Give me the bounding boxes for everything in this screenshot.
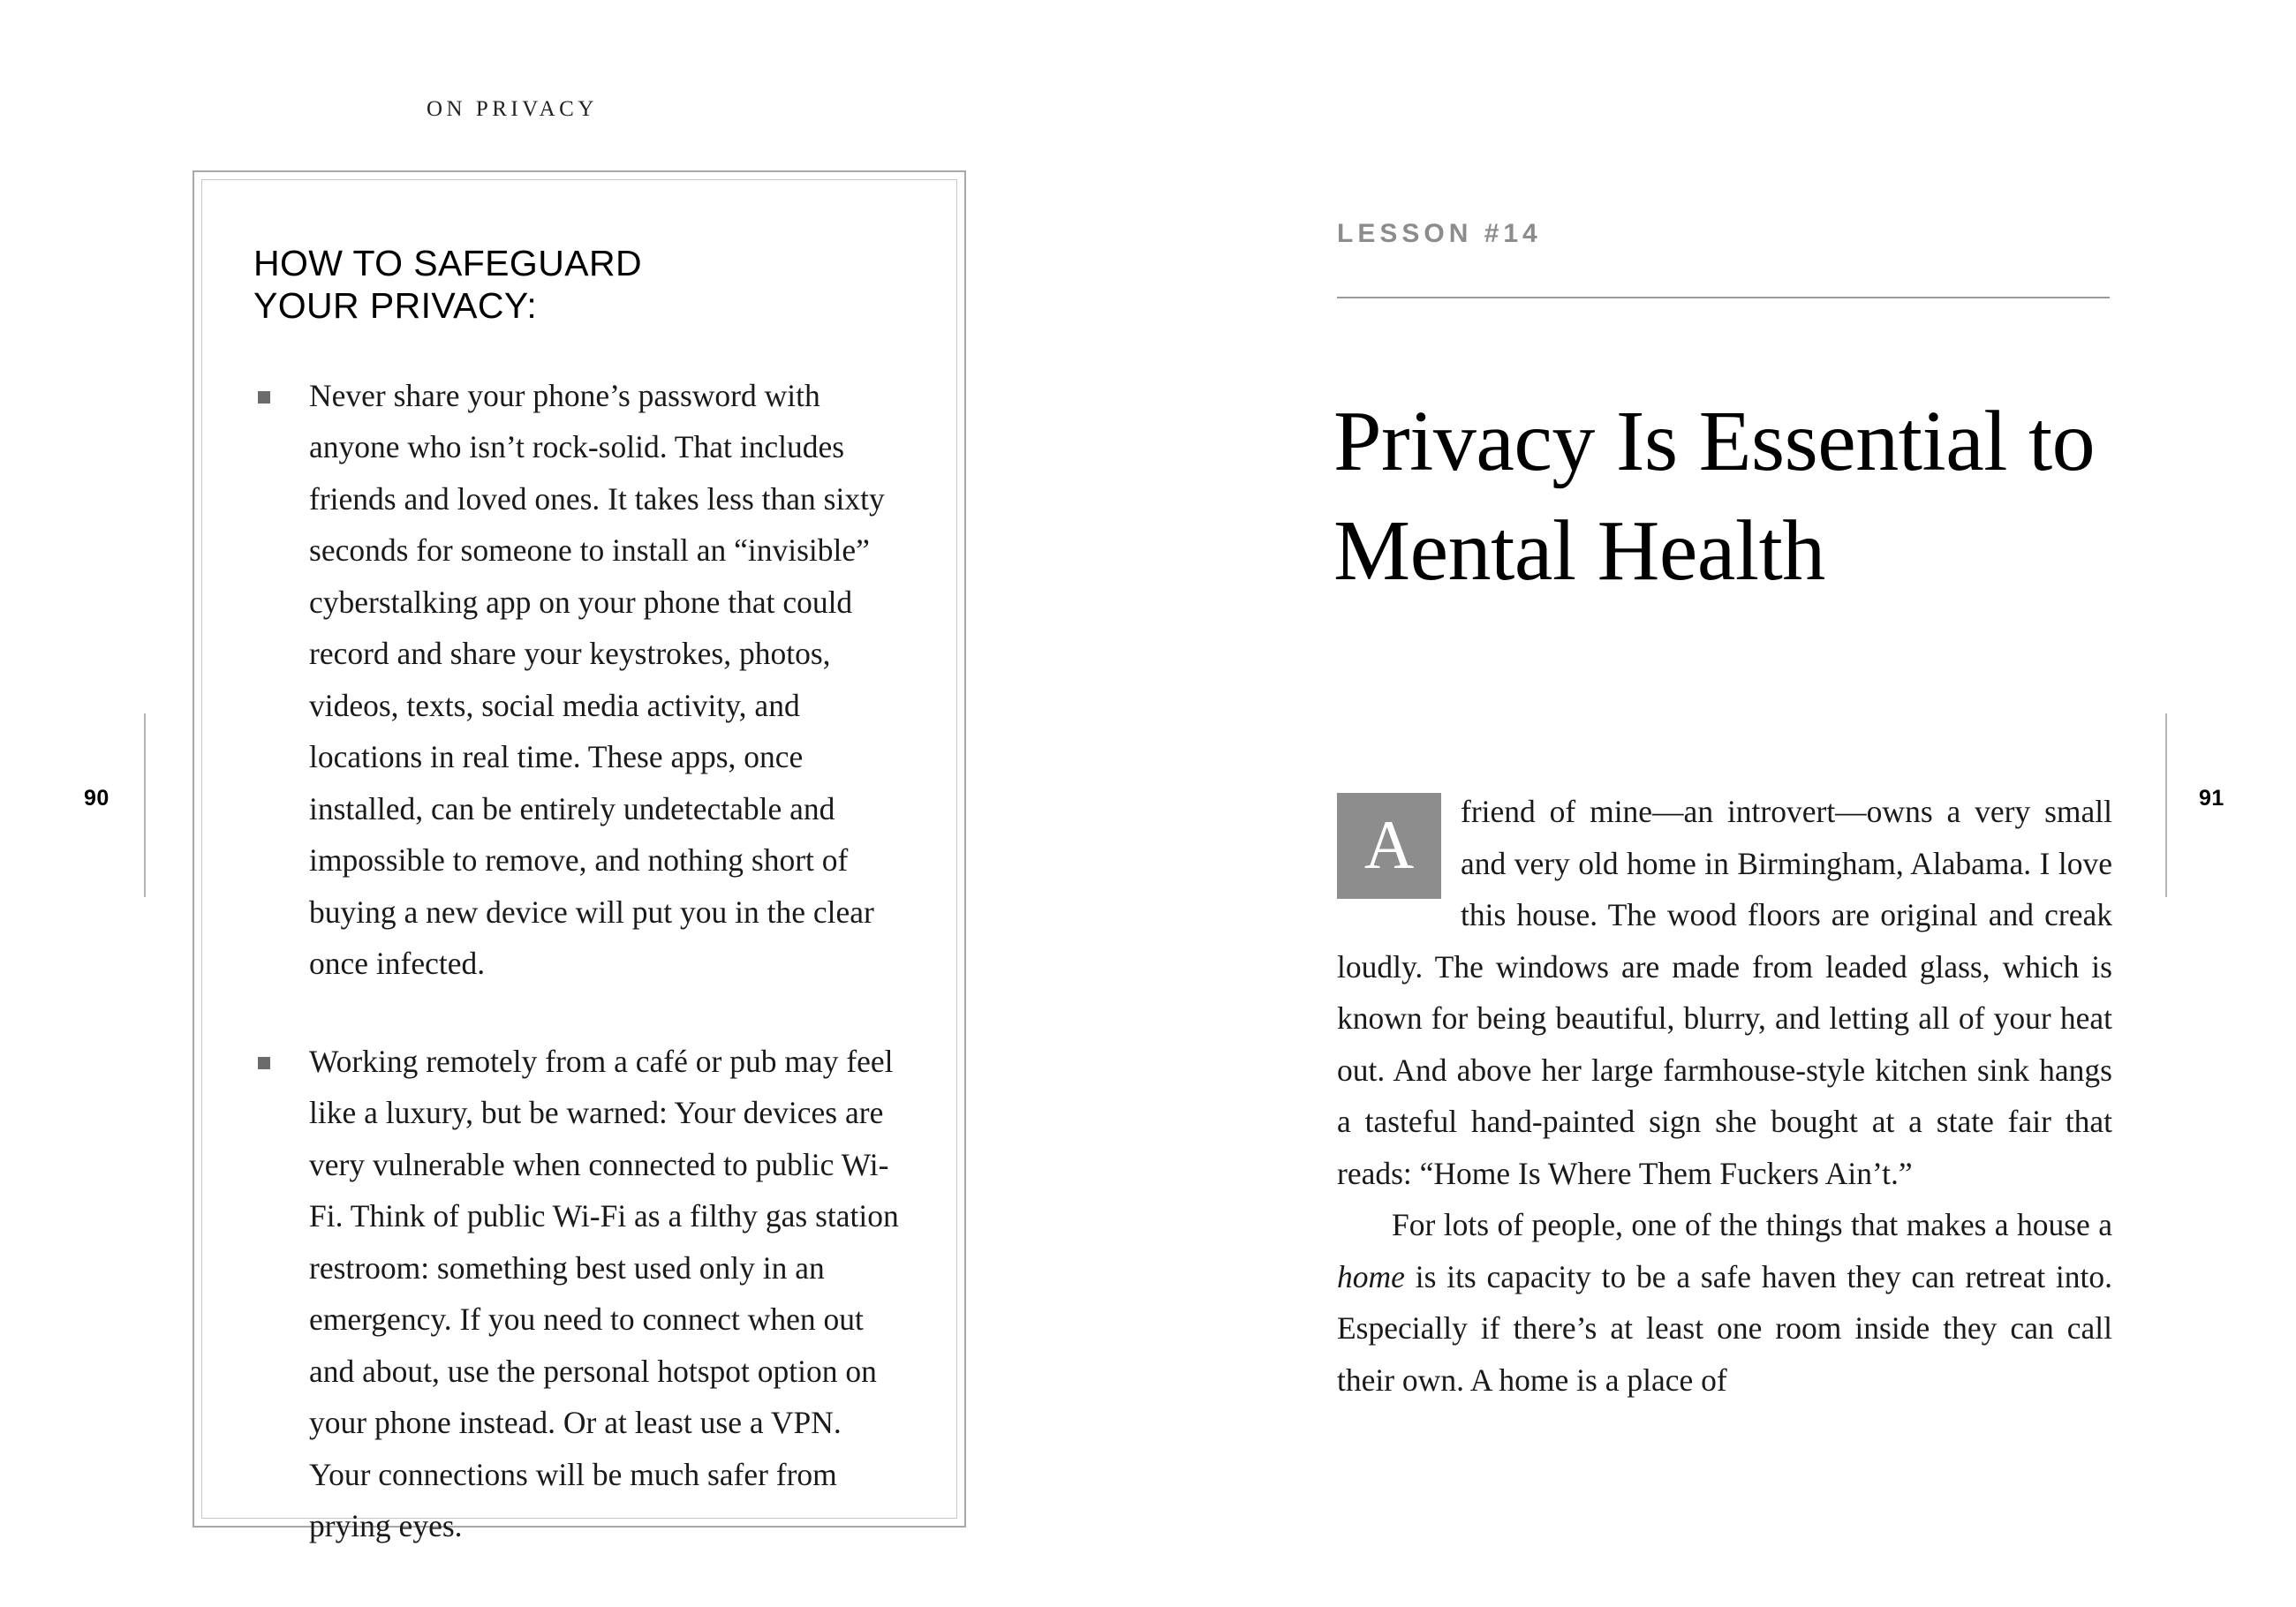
paragraph-1-text: friend of mine—an introvert—owns a very small and very old home in Birmingham, Alabama. I love this house. The wood floors are original and creak loudly. The windows are made from leaded glass, which is known for being beautiful, blurry, and letting all of your heat out. And above her large farmhouse-style kitchen sink hangs a tasteful hand-painted sign she bought at a state fair that reads: “Home Is Where Them Fuckers Ain’t.”: [1337, 794, 2112, 1191]
sidebar-heading-line-1: HOW TO SAFEGUARD: [253, 243, 642, 283]
sidebar-heading: [253, 243, 907, 328]
page-title: Privacy Is Essential to Mental Health: [1333, 393, 2096, 599]
right-page: [1148, 0, 2296, 1607]
paragraph-1: [1337, 786, 2112, 1199]
list-item-text: Working remotely from a café or pub may feel like a luxury, but be warned: Your devices are very vulnerable when connected to public Wi-Fi. Think of public Wi-Fi as a filthy gas station restroom: something best used only in an emergency. If you need to connect when out and about, use the personal hotspot option on your phone instead. Or at least use a VPN. Your connections will be much safer from prying eyes.: [309, 1043, 899, 1544]
list-item-text: Never share your phone’s password with anyone who isn’t rock-solid. That includes friends and loved ones. It takes less than sixty seconds for someone to install an “invisible” cyberstalking app on your phone that could record and share your keystrokes, photos, videos, texts, social media activity, and locations in real time. These apps, once installed, can be entirely undetectable and impossible to remove, and nothing short of buying a new device will put you in the clear once infected.: [309, 377, 885, 982]
list-item: [253, 1036, 907, 1552]
paragraph-2-emphasis: home: [1337, 1258, 1405, 1294]
lesson-divider: [1337, 297, 2110, 298]
page-number-left: 90: [84, 786, 110, 811]
sidebar-content: [253, 243, 907, 1552]
sidebar-heading-line-2: YOUR PRIVACY:: [253, 284, 538, 326]
sidebar-callout-box: [193, 170, 966, 1544]
left-margin-rule: [144, 713, 146, 897]
running-head: ON PRIVACY: [427, 97, 598, 121]
right-margin-rule: [2165, 713, 2167, 897]
drop-cap: A: [1337, 793, 1441, 899]
body-text-column: [1337, 786, 2112, 1406]
square-bullet-icon: [258, 391, 270, 404]
page-number-right: 91: [2199, 786, 2224, 811]
paragraph-2-text-a: For lots of people, one of the things that makes a house a: [1392, 1207, 2112, 1242]
square-bullet-icon: [258, 1057, 270, 1069]
list-item: [253, 370, 907, 990]
lesson-label: LESSON #14: [1337, 219, 1542, 248]
sidebar-bullet-list: [253, 370, 907, 1552]
paragraph-2: [1337, 1199, 2112, 1406]
paragraph-2-text-b: is its capacity to be a safe haven they can retreat into. Especially if there’s at least one room inside they can call their own. A home is a place of: [1337, 1258, 2112, 1398]
